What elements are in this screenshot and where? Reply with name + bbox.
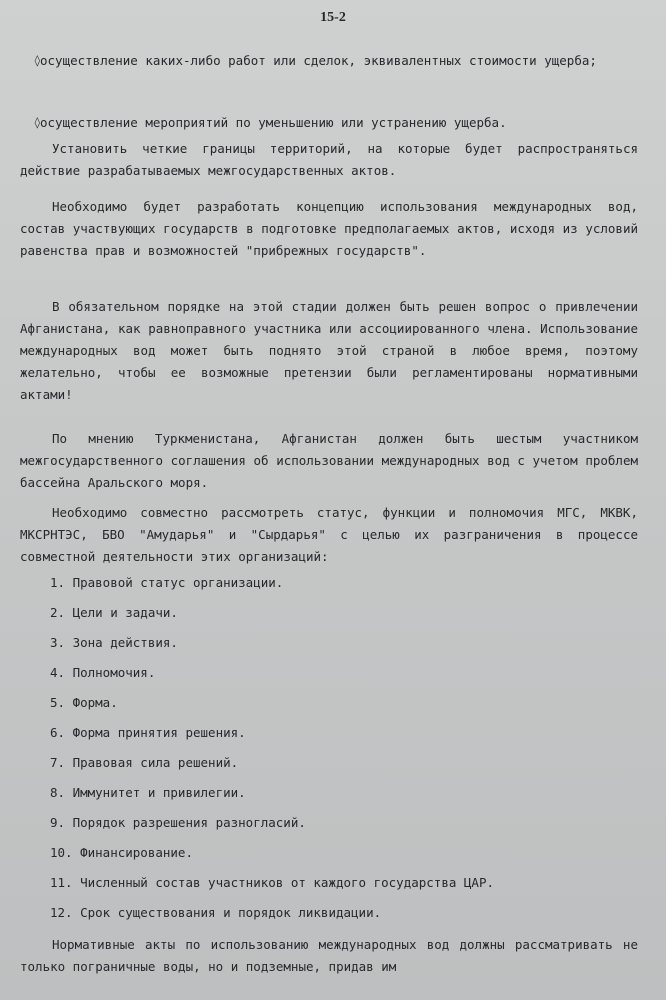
bullet-item — [20, 50, 638, 72]
paragraph-afghanistan: В обязательном порядке на этой стадии должен быть решен вопрос о привлечении Афганистана, как равноправного участника или ассоциированного члена. Использование международных вод может быть поднято этой страной в любое время, поэтому желательно, чтобы ее возможные претензии были регламентированы нормативными актами! — [20, 299, 638, 402]
list-item: 11. Численный состав участников от каждого государства ЦАР. — [50, 875, 495, 890]
bullet-text: осуществление мероприятий по уменьшению или устранению ущерба. — [40, 115, 507, 130]
list-item: 5. Форма. — [50, 695, 118, 710]
list-item: 7. Правовая сила решений. — [50, 755, 239, 770]
bullet-item — [20, 112, 638, 134]
list-item: 2. Цели и задачи. — [50, 605, 178, 620]
list-item: 4. Полномочия. — [50, 665, 156, 680]
list-item: 12. Срок существования и порядок ликвидации. — [50, 905, 382, 920]
bullet-text: осуществление каких-либо работ или сделок, эквивалентных стоимости ущерба; — [40, 53, 597, 68]
paragraph-boundaries: Установить четкие границы территорий, на которые будет распространяться действие разрабатываемых межгосударственных актов. — [20, 141, 638, 178]
list-item: 6. Форма принятия решения. — [50, 725, 246, 740]
paragraph-concept: Необходимо будет разработать концепцию использования международных вод, состав участвующих государств в подготовке предполагаемых актов, исходя из условий равенства прав и возможностей "прибрежных государств". — [20, 199, 638, 258]
bullet-marker: ◊ — [34, 116, 41, 129]
bullet-marker: ◊ — [34, 54, 41, 67]
list-item: 1. Правовой статус организации. — [50, 575, 284, 590]
paragraph-organizations: Необходимо совместно рассмотреть статус, функции и полномочия МГС, МКВК, МКСРНТЭС, БВО "Амударья" и "Сырдарья" с целью их разграничения в процессе совместной деятельности этих организаций: — [20, 505, 638, 564]
list-item: 9. Порядок разрешения разногласий. — [50, 815, 306, 830]
list-item: 8. Иммунитет и привилегии. — [50, 785, 246, 800]
list-item: 3. Зона действия. — [50, 635, 178, 650]
list-item: 10. Финансирование. — [50, 845, 193, 860]
page-number: 15-2 — [320, 10, 346, 25]
paragraph-turkmenistan-opinion: По мнению Туркменистана, Афганистан должен быть шестым участником межгосударственного соглашения об использовании международных вод с учетом проблем бассейна Аральского моря. — [20, 431, 638, 490]
paragraph-normative-acts: Нормативные акты по использованию международных вод должны рассматривать не только пограничные воды, но и подземные, придав им — [20, 937, 638, 974]
